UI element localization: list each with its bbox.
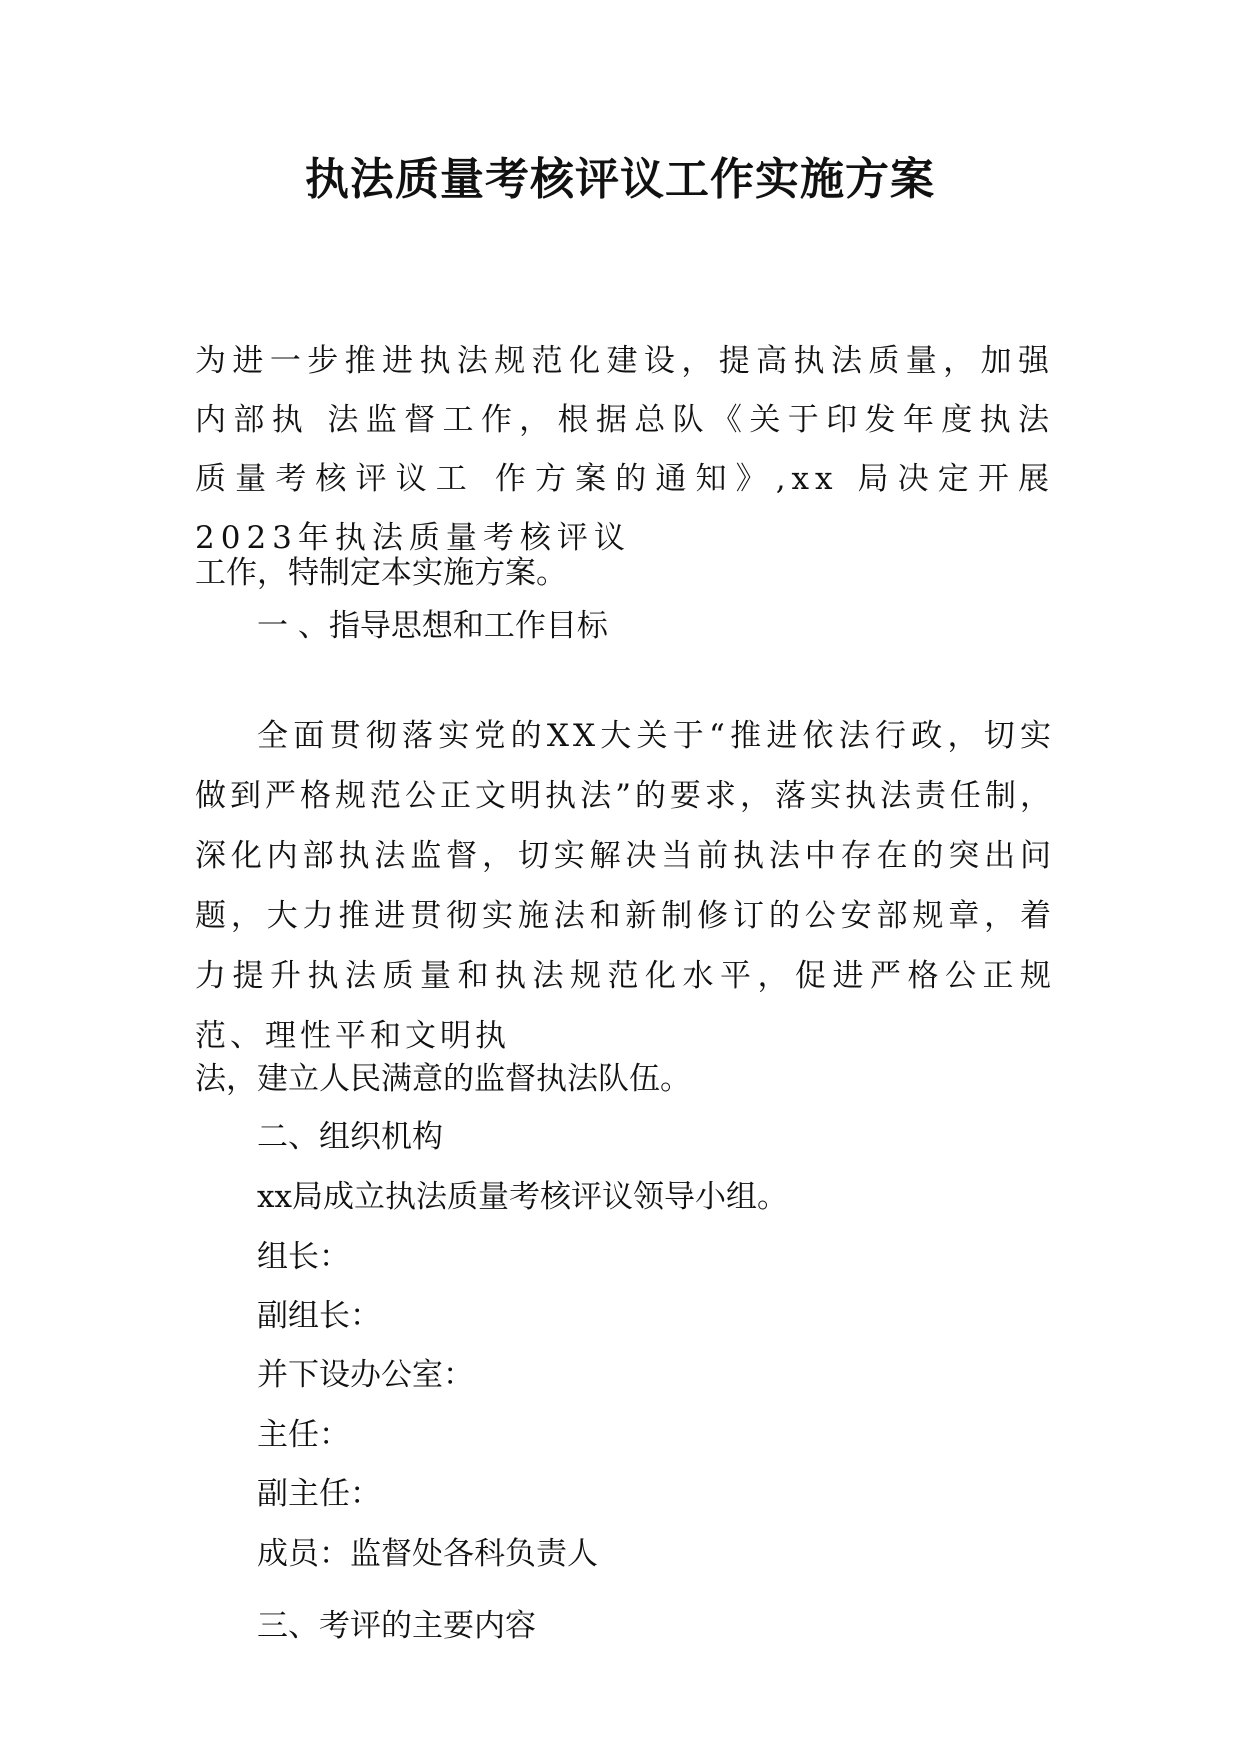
deputy-director-line: 副主任： bbox=[257, 1476, 381, 1512]
section-1-heading: 一 、指导思想和工作目标 bbox=[257, 608, 608, 644]
intro-tail: 工作，特制定本实施方案。 bbox=[195, 555, 567, 591]
section-1-body: 全面贯彻落实党的XX大关于“推进依法行政，切实做到严格规范公正文明执法”的要求，落实执法责任制，深化内部执法监督，切实解决当前执法中存在的突出问题，大力推进贯彻实施法和新制修订的公安部规章，着力提升执法质量和执法规范化水平，促进严格公正规范、理性平和文明执 bbox=[195, 718, 1055, 1054]
director-line: 主任： bbox=[257, 1417, 350, 1453]
members-line: 成员：监督处各科负责人 bbox=[257, 1536, 598, 1572]
section-1-tail: 法，建立人民满意的监督执法队伍。 bbox=[195, 1061, 691, 1097]
intro-paragraph: 为进一步推进执法规范化建设，提高执法质量，加强内部执 法监督工作，根据总队《关于印发年度执法质量考核评议工 作方案的通知》,xx 局决定开展2023年执法质量考核评议 bbox=[195, 343, 1055, 556]
document-title: 执法质量考核评议工作实施方案 bbox=[305, 154, 935, 205]
section-3-heading: 三、考评的主要内容 bbox=[257, 1608, 536, 1644]
section-2-heading: 二、组织机构 bbox=[257, 1119, 443, 1155]
section-2-line-1: xx局成立执法质量考核评议领导小组。 bbox=[257, 1179, 788, 1215]
deputy-leader-line: 副组长： bbox=[257, 1298, 381, 1334]
leader-line: 组长： bbox=[257, 1239, 350, 1275]
office-line: 并下设办公室： bbox=[257, 1357, 474, 1393]
